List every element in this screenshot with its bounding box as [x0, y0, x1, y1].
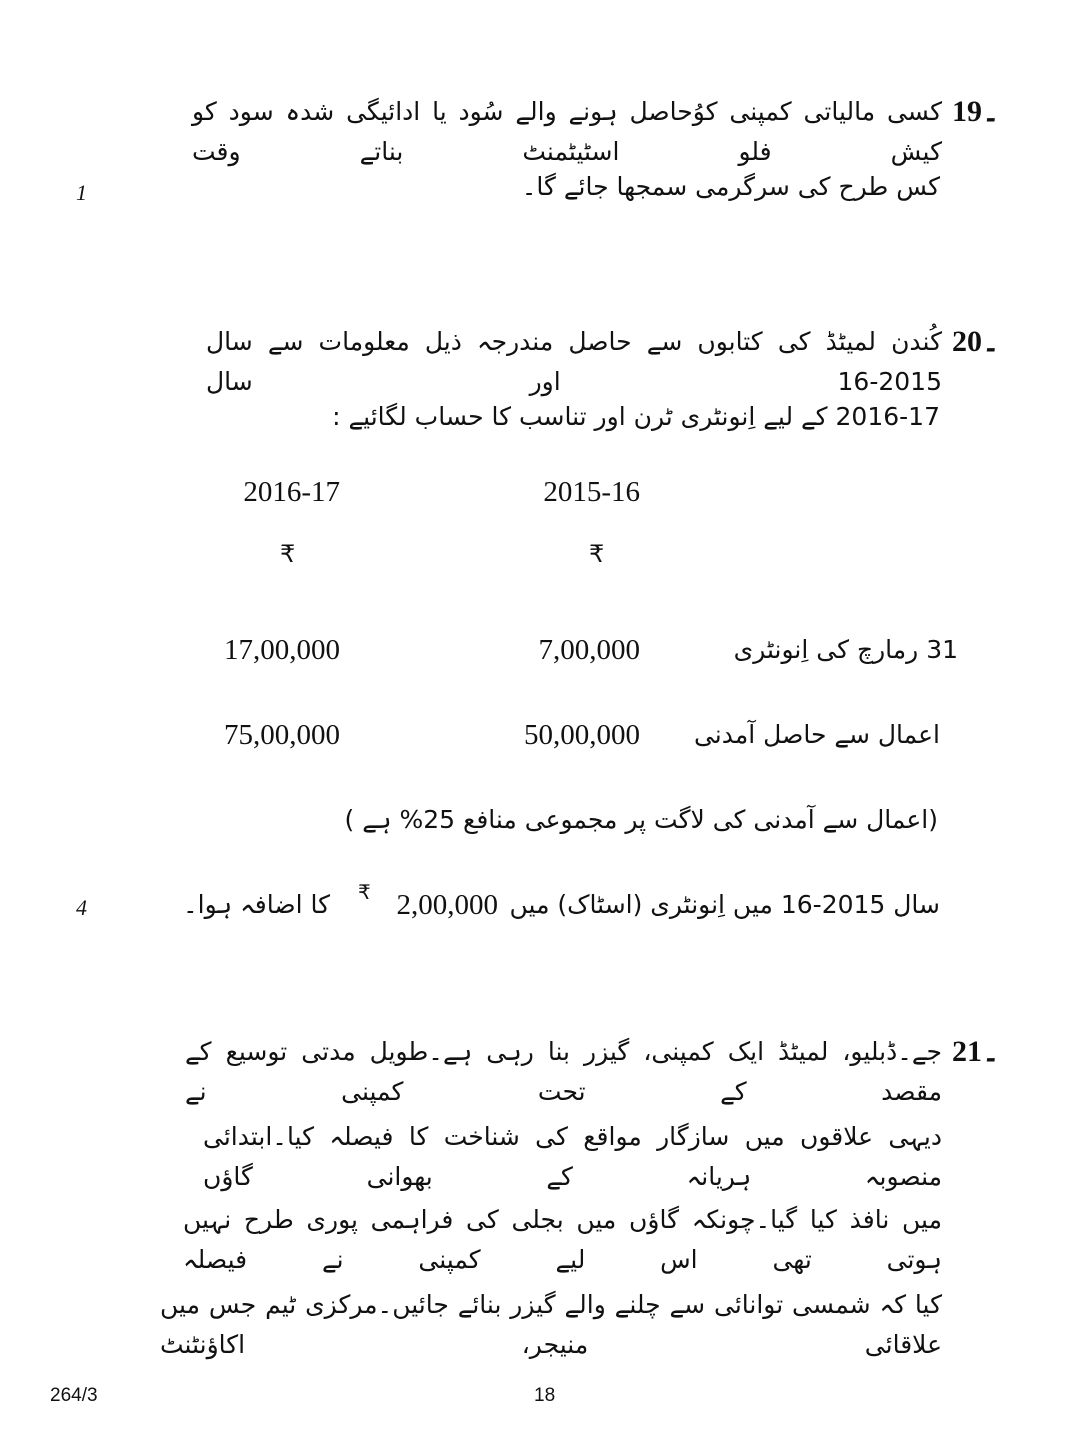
- q19-line-2: کس طرح کی سرگرمی سمجھا جائے گا۔: [521, 172, 940, 201]
- q20-final-amount: 2,00,000: [396, 889, 498, 921]
- question-number-21: 21۔: [952, 1035, 1000, 1068]
- q20-final-part1: سال 2015-16 میں اِنونٹری (اسٹاک) میں: [509, 890, 940, 919]
- q19-marks: 1: [76, 180, 87, 205]
- table-cell: 7,00,000: [538, 634, 640, 666]
- row-label-revenue: اعمال سے حاصل آمدنی: [693, 720, 940, 749]
- col-header-2015-16: 2015-16: [543, 476, 640, 508]
- q21-line-4: کیا کہ شمسی توانائی سے چلنے والے گیزر بنائے جائیں۔مرکزی ٹیم جس میں علاقائی منیجر، اکاؤنٹنٹ: [160, 1290, 942, 1359]
- q21-line-3: میں نافذ کیا گیا۔چونکہ گاؤں میں بجلی کی فراہمی پوری طرح نہیں ہوتی تھی اس لیے کمپنی نے فیصلہ: [183, 1205, 942, 1274]
- q19-line-1: کسی مالیاتی کمپنی کوُحاصل ہونے والے سُود یا ادائیگی شدہ سود کو کیش فلو اسٹیٹمنٹ بناتے وقت: [192, 97, 942, 166]
- rupee-icon: ₹: [280, 540, 296, 568]
- question-number-20: 20۔: [952, 325, 1000, 358]
- paper-code: 264/3: [50, 1385, 98, 1406]
- q20-line-2: 2016-17 کے لیے اِنونٹری ٹرن اور تناسب کا حساب لگائیے :: [332, 402, 940, 431]
- page-number: 18: [534, 1385, 556, 1406]
- q20-final-part2: کا اضافہ ہوا۔: [183, 890, 330, 919]
- col-header-2016-17: 2016-17: [243, 476, 340, 508]
- table-cell: 17,00,000: [224, 634, 340, 666]
- q21-line-2: دیہی علاقوں میں سازگار مواقع کی شناخت کا فیصلہ کیا۔ابتدائی منصوبہ ہریانہ کے بھوانی گاؤں: [203, 1122, 942, 1191]
- table-cell: 50,00,000: [524, 719, 640, 751]
- q20-marks: 4: [76, 895, 87, 920]
- q20-note: (اعمال سے آمدنی کی لاگت پر مجموعی منافع 25% ہے ): [344, 805, 938, 834]
- q20-line-1: کُندن لمیٹڈ کی کتابوں سے حاصل مندرجہ ذیل معلومات سے سال 2015-16 اور سال: [206, 327, 942, 396]
- rupee-icon: ₹: [358, 880, 371, 904]
- row-label-inventory: 31 رمارچ کی اِنونٹری: [733, 635, 958, 664]
- question-number-19: 19۔: [952, 95, 1000, 128]
- rupee-icon: ₹: [589, 540, 605, 568]
- table-cell: 75,00,000: [224, 719, 340, 751]
- q21-line-1: جے۔ڈبلیو، لمیٹڈ ایک کمپنی، گیزر بنا رہی ہے۔طویل مدتی توسیع کے مقصد کے تحت کمپنی نے: [185, 1037, 942, 1106]
